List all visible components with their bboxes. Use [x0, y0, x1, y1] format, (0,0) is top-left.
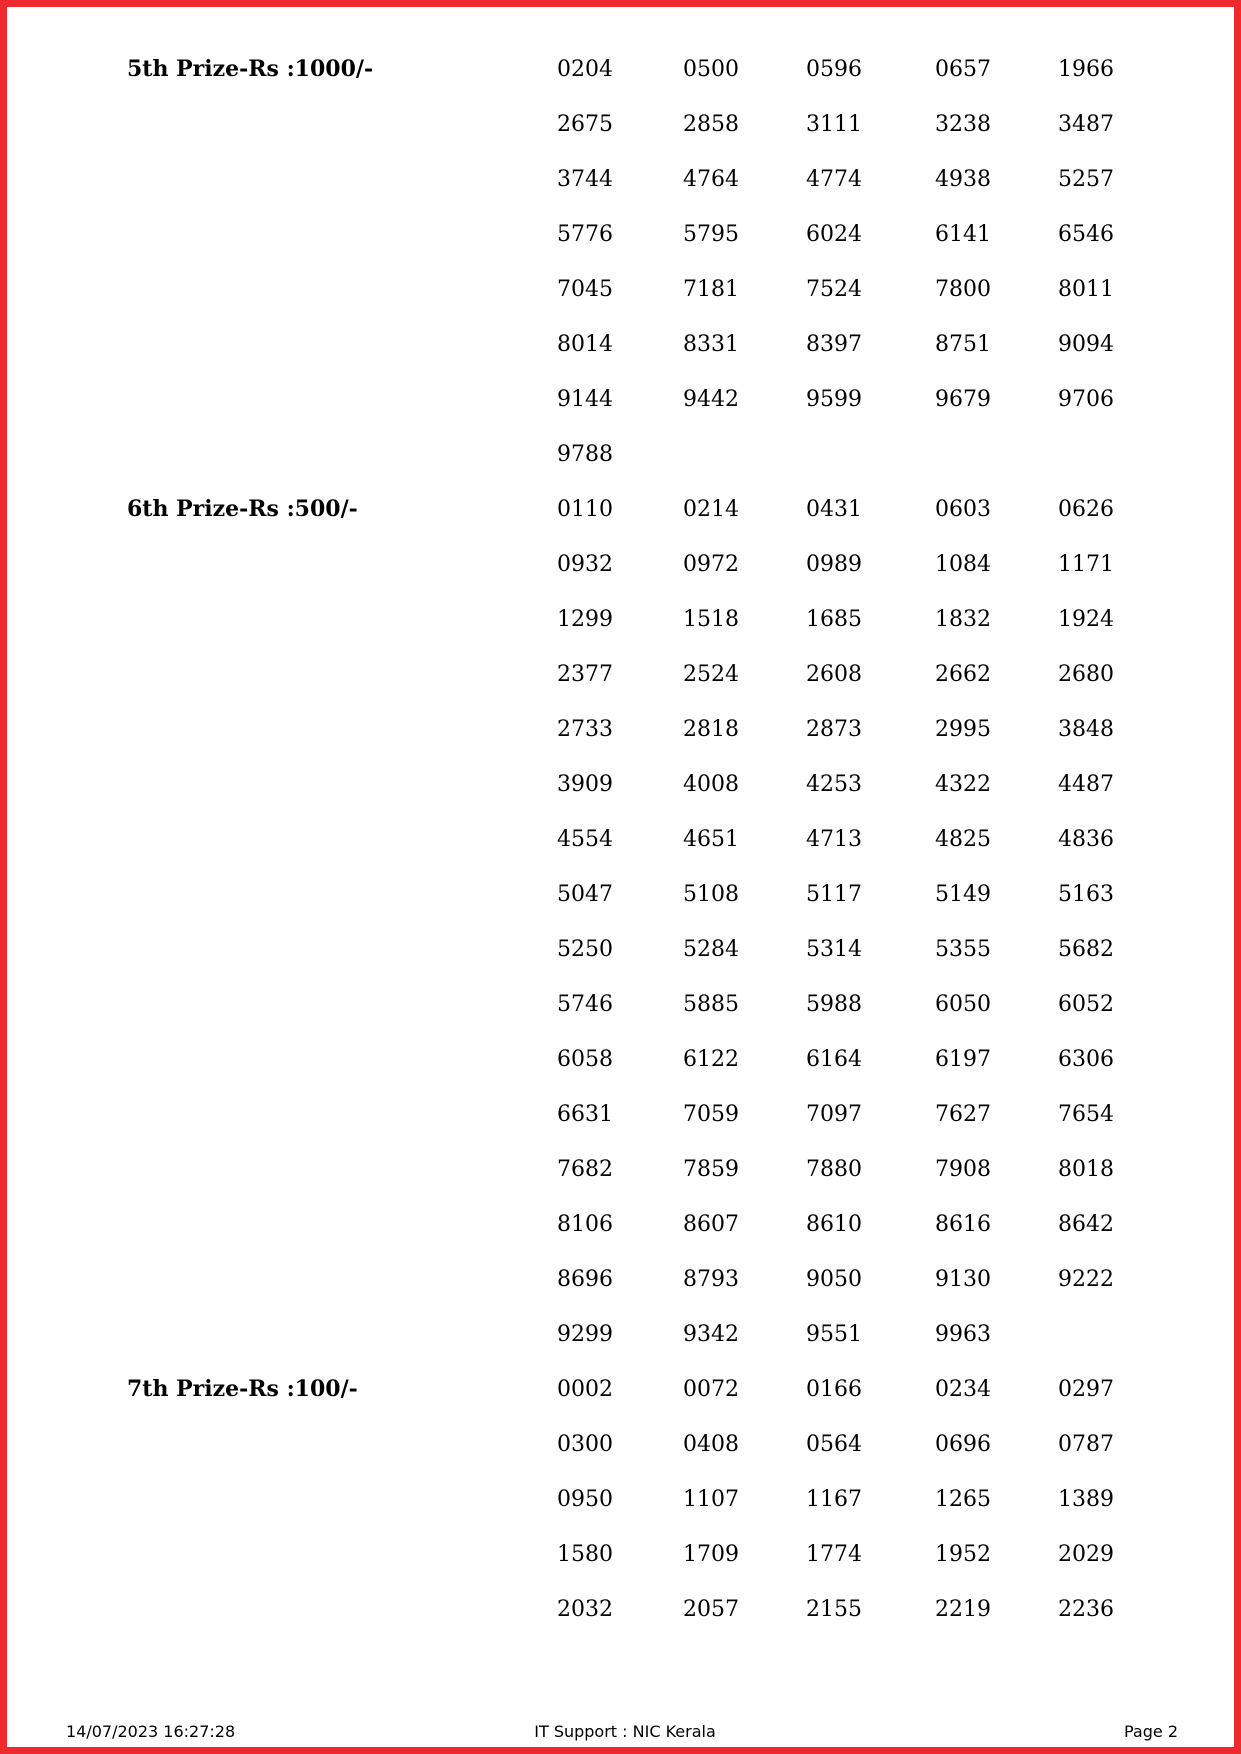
ticket-number: 4713 [806, 827, 862, 852]
ticket-number: 7682 [557, 1157, 613, 1182]
ticket-number: 0596 [806, 57, 862, 82]
footer-page-number: Page 2 [1124, 1722, 1178, 1741]
ticket-number: 0989 [806, 552, 862, 577]
ticket-number: 0110 [557, 497, 613, 522]
ticket-number: 7059 [683, 1102, 739, 1127]
ticket-number: 9788 [557, 442, 613, 467]
ticket-number: 0972 [683, 552, 739, 577]
ticket-number: 1167 [806, 1487, 862, 1512]
ticket-number: 2219 [935, 1597, 991, 1622]
ticket-number: 1966 [1058, 57, 1114, 82]
ticket-number: 5746 [557, 992, 613, 1017]
ticket-number: 0214 [683, 497, 739, 522]
ticket-number: 7800 [935, 277, 991, 302]
ticket-number: 9342 [683, 1322, 739, 1347]
ticket-number: 4764 [683, 167, 739, 192]
ticket-number: 0166 [806, 1377, 862, 1402]
ticket-number: 5047 [557, 882, 613, 907]
ticket-number: 1709 [683, 1542, 739, 1567]
ticket-number: 7880 [806, 1157, 862, 1182]
ticket-number: 0603 [935, 497, 991, 522]
ticket-number: 5988 [806, 992, 862, 1017]
ticket-number: 5795 [683, 222, 739, 247]
ticket-number: 1084 [935, 552, 991, 577]
ticket-number: 5682 [1058, 937, 1114, 962]
ticket-number: 3744 [557, 167, 613, 192]
ticket-number: 9442 [683, 387, 739, 412]
ticket-number: 0002 [557, 1377, 613, 1402]
ticket-number: 2029 [1058, 1542, 1114, 1567]
footer-support: IT Support : NIC Kerala [534, 1722, 716, 1741]
page-footer [7, 1720, 1241, 1744]
ticket-number: 5250 [557, 937, 613, 962]
ticket-number: 2057 [683, 1597, 739, 1622]
ticket-number: 7908 [935, 1157, 991, 1182]
ticket-number: 7654 [1058, 1102, 1114, 1127]
prize-title: 7th Prize-Rs :100/- [127, 1376, 358, 1402]
numbers-grid [557, 1362, 1138, 1637]
ticket-number: 1952 [935, 1542, 991, 1567]
ticket-number: 2995 [935, 717, 991, 742]
ticket-number: 5108 [683, 882, 739, 907]
ticket-number: 2733 [557, 717, 613, 742]
prize-title: 6th Prize-Rs :500/- [127, 496, 358, 522]
ticket-number: 4253 [806, 772, 862, 797]
ticket-number: 6050 [935, 992, 991, 1017]
ticket-number: 8011 [1058, 277, 1114, 302]
ticket-number: 2155 [806, 1597, 862, 1622]
ticket-number: 1171 [1058, 552, 1114, 577]
ticket-number: 0500 [683, 57, 739, 82]
ticket-number: 8106 [557, 1212, 613, 1237]
ticket-number: 2377 [557, 662, 613, 687]
ticket-number: 1265 [935, 1487, 991, 1512]
ticket-number: 6306 [1058, 1047, 1114, 1072]
ticket-number: 5163 [1058, 882, 1114, 907]
ticket-number: 0234 [935, 1377, 991, 1402]
ticket-number: 9130 [935, 1267, 991, 1292]
ticket-number: 3111 [806, 112, 862, 137]
ticket-number: 8616 [935, 1212, 991, 1237]
ticket-number: 8607 [683, 1212, 739, 1237]
ticket-number: 3848 [1058, 717, 1114, 742]
ticket-number: 3238 [935, 112, 991, 137]
ticket-number: 9599 [806, 387, 862, 412]
ticket-number: 0300 [557, 1432, 613, 1457]
ticket-number: 6024 [806, 222, 862, 247]
numbers-grid [557, 482, 1138, 1362]
ticket-number: 5284 [683, 937, 739, 962]
ticket-number: 6052 [1058, 992, 1114, 1017]
ticket-number: 6631 [557, 1102, 613, 1127]
ticket-number: 1832 [935, 607, 991, 632]
ticket-number: 4651 [683, 827, 739, 852]
ticket-number: 2662 [935, 662, 991, 687]
ticket-number: 0408 [683, 1432, 739, 1457]
ticket-number: 8018 [1058, 1157, 1114, 1182]
ticket-number: 9679 [935, 387, 991, 412]
ticket-number: 0626 [1058, 497, 1114, 522]
ticket-number: 9551 [806, 1322, 862, 1347]
ticket-number: 8793 [683, 1267, 739, 1292]
ticket-number: 7627 [935, 1102, 991, 1127]
ticket-number: 8397 [806, 332, 862, 357]
ticket-number: 8642 [1058, 1212, 1114, 1237]
ticket-number: 0696 [935, 1432, 991, 1457]
ticket-number: 9222 [1058, 1267, 1114, 1292]
ticket-number: 6164 [806, 1047, 862, 1072]
ticket-number: 7097 [806, 1102, 862, 1127]
numbers-grid [557, 42, 1138, 482]
ticket-number: 1924 [1058, 607, 1114, 632]
ticket-number: 0431 [806, 497, 862, 522]
ticket-number: 0950 [557, 1487, 613, 1512]
ticket-number: 9144 [557, 387, 613, 412]
ticket-number: 8331 [683, 332, 739, 357]
ticket-number: 5117 [806, 882, 862, 907]
ticket-number: 1685 [806, 607, 862, 632]
ticket-number: 5314 [806, 937, 862, 962]
prize-title: 5th Prize-Rs :1000/- [127, 56, 374, 82]
ticket-number: 2524 [683, 662, 739, 687]
ticket-number: 1389 [1058, 1487, 1114, 1512]
ticket-number: 1107 [683, 1487, 739, 1512]
ticket-number: 4774 [806, 167, 862, 192]
ticket-number: 2608 [806, 662, 862, 687]
ticket-number: 5885 [683, 992, 739, 1017]
ticket-number: 5776 [557, 222, 613, 247]
ticket-number: 0932 [557, 552, 613, 577]
ticket-number: 0657 [935, 57, 991, 82]
ticket-number: 1774 [806, 1542, 862, 1567]
ticket-number: 4322 [935, 772, 991, 797]
ticket-number: 9963 [935, 1322, 991, 1347]
footer-datetime: 14/07/2023 16:27:28 [66, 1722, 236, 1741]
ticket-number: 9094 [1058, 332, 1114, 357]
ticket-number: 6197 [935, 1047, 991, 1072]
ticket-number: 3909 [557, 772, 613, 797]
ticket-number: 2858 [683, 112, 739, 137]
ticket-number: 0787 [1058, 1432, 1114, 1457]
ticket-number: 2873 [806, 717, 862, 742]
ticket-number: 4836 [1058, 827, 1114, 852]
ticket-number: 5355 [935, 937, 991, 962]
ticket-number: 3487 [1058, 112, 1114, 137]
ticket-number: 4554 [557, 827, 613, 852]
ticket-number: 7045 [557, 277, 613, 302]
ticket-number: 2236 [1058, 1597, 1114, 1622]
ticket-number: 9299 [557, 1322, 613, 1347]
ticket-number: 4938 [935, 167, 991, 192]
ticket-number: 1580 [557, 1542, 613, 1567]
ticket-number: 1299 [557, 607, 613, 632]
ticket-number: 4825 [935, 827, 991, 852]
ticket-number: 6058 [557, 1047, 613, 1072]
ticket-number: 1518 [683, 607, 739, 632]
ticket-number: 0297 [1058, 1377, 1114, 1402]
ticket-number: 2675 [557, 112, 613, 137]
ticket-number: 2680 [1058, 662, 1114, 687]
ticket-number: 2032 [557, 1597, 613, 1622]
ticket-number: 5257 [1058, 167, 1114, 192]
ticket-number: 0564 [806, 1432, 862, 1457]
ticket-number: 9050 [806, 1267, 862, 1292]
ticket-number: 8610 [806, 1212, 862, 1237]
ticket-number: 2818 [683, 717, 739, 742]
ticket-number: 0072 [683, 1377, 739, 1402]
ticket-number: 0204 [557, 57, 613, 82]
ticket-number: 5149 [935, 882, 991, 907]
ticket-number: 6122 [683, 1047, 739, 1072]
ticket-number: 8014 [557, 332, 613, 357]
ticket-number: 9706 [1058, 387, 1114, 412]
ticket-number: 7524 [806, 277, 862, 302]
ticket-number: 4487 [1058, 772, 1114, 797]
ticket-number: 6141 [935, 222, 991, 247]
ticket-number: 8751 [935, 332, 991, 357]
ticket-number: 6546 [1058, 222, 1114, 247]
ticket-number: 7181 [683, 277, 739, 302]
ticket-number: 8696 [557, 1267, 613, 1292]
ticket-number: 7859 [683, 1157, 739, 1182]
ticket-number: 4008 [683, 772, 739, 797]
